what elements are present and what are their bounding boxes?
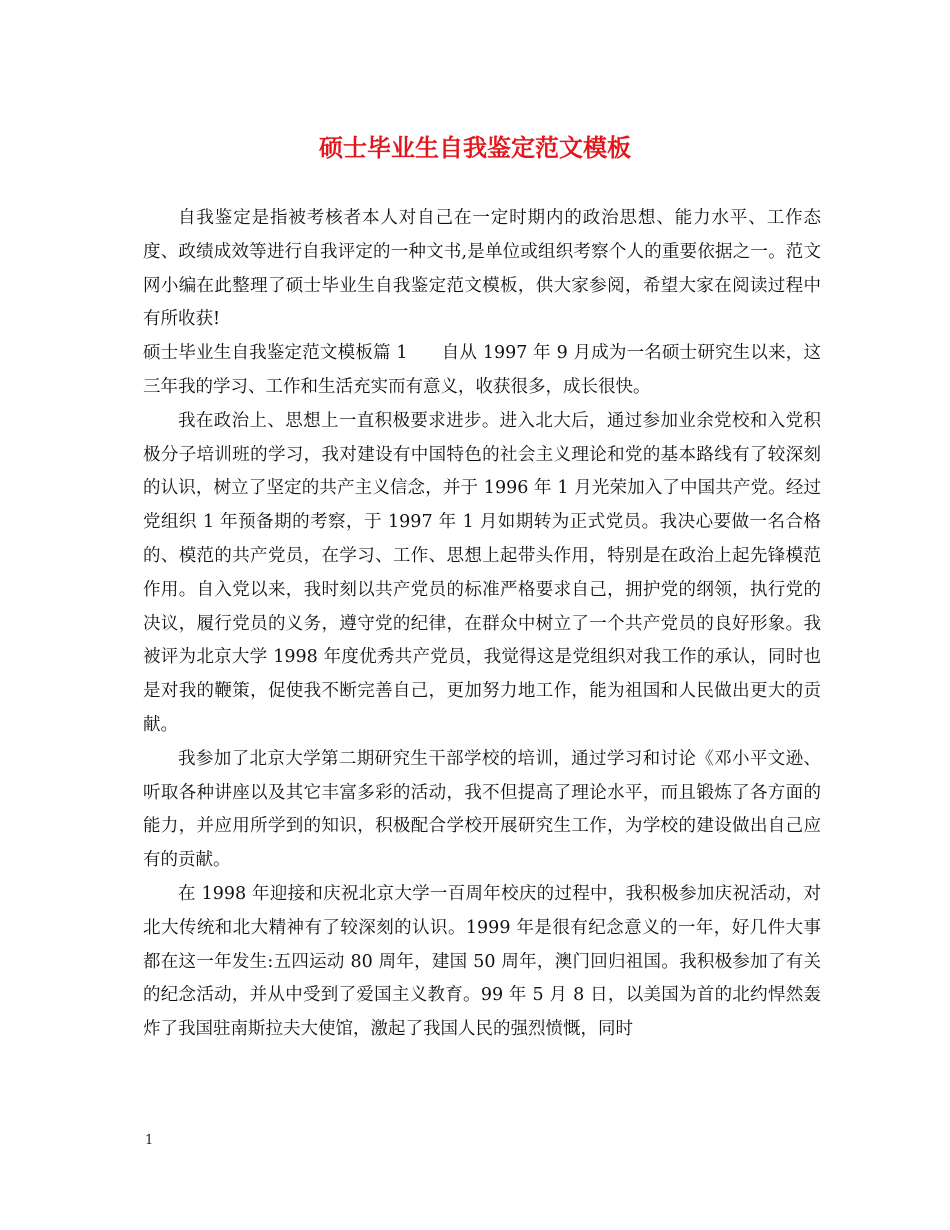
section-heading: 硕士毕业生自我鉴定范文模板篇 1 [143, 343, 408, 364]
body-paragraph: 在 1998 年迎接和庆祝北京大学一百周年校庆的过程中，我积极参加庆祝活动，对北大传统和北大精神有了较深刻的认识。1999 年是很有纪念意义的一年，好几件大事都在这一年发生:五四运动 80 周年，建国 50 周年，澳门回归祖国。我积极参加了有关的纪念活动，并从中受到了爱国主义教育。99 年 5 月 8 日，以美国为首的北约悍然轰炸了我国驻南斯拉夫大使馆，激起了我国人民的强烈愤慨，同时 [143, 883, 821, 1040]
page-number: 1 [145, 1133, 154, 1148]
section-opening-text: 自从 1997 年 9 月成为一名硕士研究生以来，这三年我的学习、工作和生活充实而有意义，收获很多，成长很快。 [143, 343, 821, 397]
document-body [143, 202, 821, 1047]
intro-paragraph: 自我鉴定是指被考核者本人对自己在一定时期内的政治思想、能力水平、工作态度、政绩成效等进行自我评定的一种文书,是单位或组织考察个人的重要依据之一。范文网小编在此整理了硕士毕业生自我鉴定范文模板，供大家参阅，希望大家在阅读过程中有所收获! [143, 208, 821, 330]
body-paragraph: 我在政治上、思想上一直积极要求进步。进入北大后，通过参加业余党校和入党积极分子培训班的学习，我对建设有中国特色的社会主义理论和党的基本路线有了较深刻的认识，树立了坚定的共产主义信念，并于 1996 年 1 月光荣加入了中国共产党。经过党组织 1 年预备期的考察，于 1997 年 1 月如期转为正式党员。我决心要做一名合格的、模范的共产党员，在学习、工作、思想上起带头作用，特别是在政治上起先锋模范作用。自入党以来，我时刻以共产党员的标准严格要求自己，拥护党的纲领，执行党的决议，履行党员的义务，遵守党的纪律，在群众中树立了一个共产党员的良好形象。我被评为北京大学 1998 年度优秀共产党员，我觉得这是党组织对我工作的承认，同时也是对我的鞭策，促使我不断完善自己，更加努力地工作，能为祖国和人民做出更大的贡献。 [143, 410, 821, 735]
body-paragraph: 我参加了北京大学第二期研究生干部学校的培训，通过学习和讨论《邓小平文逊、听取各种讲座以及其它丰富多彩的活动，我不但提高了理论水平，而且锻炼了各方面的能力，并应用所学到的知识，积极配合学校开展研究生工作，为学校的建设做出自己应有的贡献。 [143, 748, 821, 871]
section-one-opening [143, 337, 821, 405]
document-title: 硕士毕业生自我鉴定范文模板 [319, 134, 631, 162]
